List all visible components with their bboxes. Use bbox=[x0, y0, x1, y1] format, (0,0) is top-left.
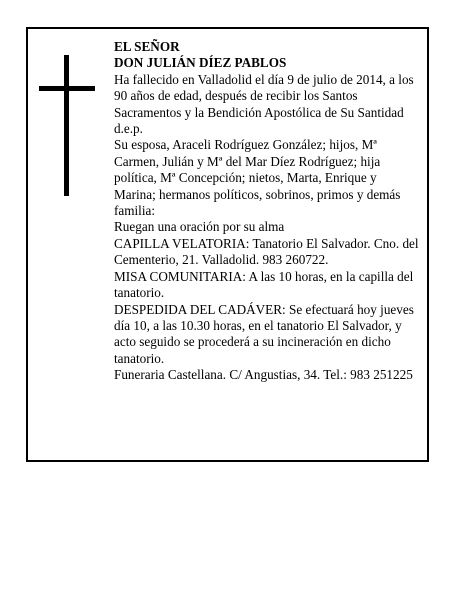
farewell-info bbox=[114, 302, 420, 368]
funeral-home-info: Funeraria Castellana. C/ Angustias, 34. Tel.: 983 251225 bbox=[114, 367, 413, 383]
deceased-title: EL SEÑOR bbox=[114, 39, 180, 54]
farewell-label: DESPEDIDA DEL CADÁVER: bbox=[114, 301, 286, 317]
prayer-request: Ruegan una oración por su alma bbox=[114, 219, 285, 235]
wake-chapel-info: CAPILLA VELATORIA: Tanatorio El Salvador. Cno. del Cementerio, 21. Valladolid. 983 260722. bbox=[114, 235, 419, 268]
cross-vertical-bar bbox=[64, 55, 69, 196]
cross-horizontal-bar bbox=[39, 86, 95, 91]
family-list: Su esposa, Araceli Rodríguez González; hijos, Mª Carmen, Julián y Mª del Mar Díez Rodríguez; hija política, Mª Concepción; nietos, Marta, Enrique y Marina; hermanos políticos, sobrinos, primos y demás familia: bbox=[114, 137, 401, 219]
mass-info: MISA COMUNITARIA: A las 10 horas, en la capilla del tanatorio. bbox=[114, 268, 414, 301]
death-announcement: Ha fallecido en Valladolid el día 9 de julio de 2014, a los 90 años de edad, después de recibir los Santos Sacramentos y la Bendición Apostólica de Su Santidad d.e.p. bbox=[114, 71, 414, 137]
obituary-text bbox=[114, 39, 420, 384]
farewell-text: Se efectuará hoy jueves día 10, a las 10.30 horas, en el tanatorio El Salvador, y acto seguido se procederá a su incineración en dicho tanatorio. bbox=[114, 301, 414, 366]
deceased-name: DON JULIÁN DÍEZ PABLOS bbox=[114, 55, 287, 71]
